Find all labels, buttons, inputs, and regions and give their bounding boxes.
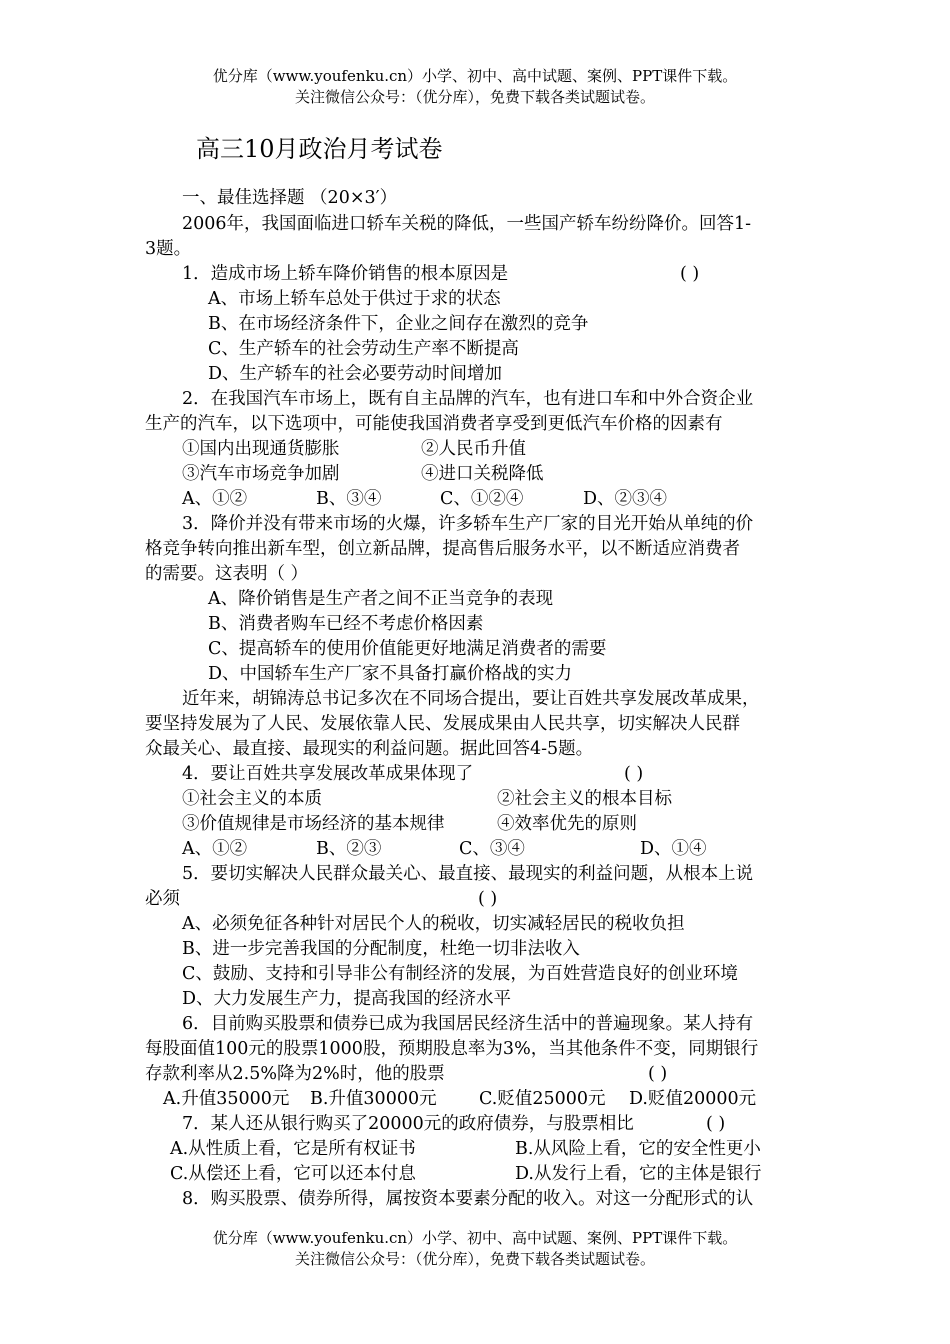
question-3-stem-line-3: 的需要。这表明（ ） [145, 564, 309, 584]
question-2-item-2: ②人民币升值 [421, 439, 526, 459]
question-2-stem-line-1: 2．在我国汽车市场上，既有自主品牌的汽车，也有进口车和中外合资企业 [182, 389, 754, 409]
question-2-item-4: ④进口关税降低 [421, 464, 544, 484]
question-7-option-b: B.从风险上看，它的安全性更小 [515, 1139, 761, 1159]
question-5-answer-blank: ( ) [478, 889, 498, 909]
question-4-item-3: ③价值规律是市场经济的基本规律 [182, 814, 445, 834]
question-1-option-b: B、在市场经济条件下，企业之间存在激烈的竞争 [208, 314, 589, 334]
question-2-item-3: ③汽车市场竞争加剧 [182, 464, 340, 484]
question-5-option-a: A、必须免征各种针对居民个人的税收，切实减轻居民的税收负担 [182, 914, 685, 934]
question-4-item-4: ④效率优先的原则 [497, 814, 637, 834]
question-5-stem-line-1: 5．要切实解决人民群众最关心、最直接、最现实的利益问题，从根本上说 [182, 864, 754, 884]
question-7-option-c: C.从偿还上看，它可以还本付息 [170, 1164, 416, 1184]
question-3-option-d: D、中国轿车生产厂家不具备打赢价格战的实力 [208, 664, 573, 684]
footer-line-2: 关注微信公众号：（优分库），免费下载各类试题试卷。 [294, 1250, 655, 1268]
question-6-answer-blank: ( ) [648, 1064, 668, 1084]
question-3-option-c: C、提高轿车的使用价值能更好地满足消费者的需要 [208, 639, 607, 659]
question-5-option-c: C、鼓励、支持和引导非公有制经济的发展，为百姓营造良好的创业环境 [182, 964, 738, 984]
question-1-option-c: C、生产轿车的社会劳动生产率不断提高 [208, 339, 519, 359]
question-2-option-c: C、①②④ [440, 489, 524, 509]
question-3-stem-line-2: 格竞争转向推出新车型，创立新品牌，提高售后服务水平，以不断适应消费者 [145, 539, 740, 559]
question-2-option-b: B、③④ [316, 489, 382, 509]
intro-1-line-2: 3题。 [145, 239, 192, 259]
question-3-stem-line-1: 3．降价并没有带来市场的火爆，许多轿车生产厂家的目光开始从单纯的价 [182, 514, 754, 534]
question-1-option-d: D、生产轿车的社会必要劳动时间增加 [208, 364, 503, 384]
intro-2-line-3: 众最关心、最直接、最现实的利益问题。据此回答4-5题。 [145, 739, 594, 759]
question-2-item-1: ①国内出现通货膨胀 [182, 439, 340, 459]
page-title: 高三10月政治月考试卷 [196, 135, 443, 163]
question-4-option-a: A、①② [182, 839, 248, 859]
question-5-option-d: D、大力发展生产力，提高我国的经济水平 [182, 989, 512, 1009]
question-7-answer-blank: ( ) [706, 1114, 726, 1134]
question-1-stem: 1．造成市场上轿车降价销售的根本原因是 [182, 264, 509, 284]
question-4-option-d: D、①④ [640, 839, 707, 859]
question-5-stem-line-2: 必须 [145, 889, 180, 909]
question-6-option-d: D.贬值20000元 [629, 1089, 757, 1109]
question-6-stem-line-1: 6．目前购买股票和债券已成为我国居民经济生活中的普遍现象。某人持有 [182, 1014, 754, 1034]
question-1-option-a: A、市场上轿车总处于供过于求的状态 [208, 289, 501, 309]
intro-2-line-2: 要坚持发展为了人民、发展依靠人民、发展成果由人民共享，切实解决人民群 [145, 714, 740, 734]
question-2-option-a: A、①② [182, 489, 248, 509]
question-4-stem: 4．要让百姓共享发展改革成果体现了 [182, 764, 474, 784]
question-1-answer-blank: ( ) [680, 264, 700, 284]
question-8-stem: 8．购买股票、债券所得，属按资本要素分配的收入。对这一分配形式的认 [182, 1189, 754, 1209]
question-4-item-2: ②社会主义的根本目标 [497, 789, 672, 809]
question-4-option-b: B、②③ [316, 839, 382, 859]
intro-2-line-1: 近年来，胡锦涛总书记多次在不同场合提出，要让百姓共享发展改革成果， [182, 689, 760, 709]
question-7-option-a: A.从性质上看，它是所有权证书 [170, 1139, 416, 1159]
question-4-answer-blank: ( ) [624, 764, 644, 784]
question-6-option-c: C.贬值25000元 [479, 1089, 606, 1109]
question-5-option-b: B、进一步完善我国的分配制度，杜绝一切非法收入 [182, 939, 580, 959]
question-6-stem-line-3: 存款利率从2.5%降为2%时，他的股票 [145, 1064, 445, 1084]
intro-1-line-1: 2006年，我国面临进口轿车关税的降低，一些国产轿车纷纷降价。回答1- [182, 214, 752, 234]
question-2-stem-line-2: 生产的汽车，以下选项中，可能使我国消费者享受到更低汽车价格的因素有 [145, 414, 723, 434]
question-2-option-d: D、②③④ [583, 489, 668, 509]
question-4-option-c: C、③④ [459, 839, 525, 859]
question-6-option-a: A.升值35000元 [163, 1089, 290, 1109]
question-3-option-a: A、降价销售是生产者之间不正当竞争的表现 [208, 589, 554, 609]
header-line-2: 关注微信公众号：（优分库），免费下载各类试题试卷。 [294, 88, 655, 106]
question-7-option-d: D.从发行上看，它的主体是银行 [515, 1164, 762, 1184]
footer-line-1: 优分库（www.youfenku.cn）小学、初中、高中试题、案例、PPT课件下载。 [212, 1229, 738, 1247]
question-6-stem-line-2: 每股面值100元的股票1000股，预期股息率为3%，当其他条件不变，同期银行 [145, 1039, 759, 1059]
question-3-option-b: B、消费者购车已经不考虑价格因素 [208, 614, 484, 634]
question-7-stem: 7．某人还从银行购买了20000元的政府债券，与股票相比 [182, 1114, 634, 1134]
header-line-1: 优分库（www.youfenku.cn）小学、初中、高中试题、案例、PPT课件下载。 [212, 67, 738, 85]
question-4-item-1: ①社会主义的本质 [182, 789, 322, 809]
question-6-option-b: B.升值30000元 [310, 1089, 437, 1109]
section-heading: 一、最佳选择题 （20×3′） [182, 188, 398, 208]
